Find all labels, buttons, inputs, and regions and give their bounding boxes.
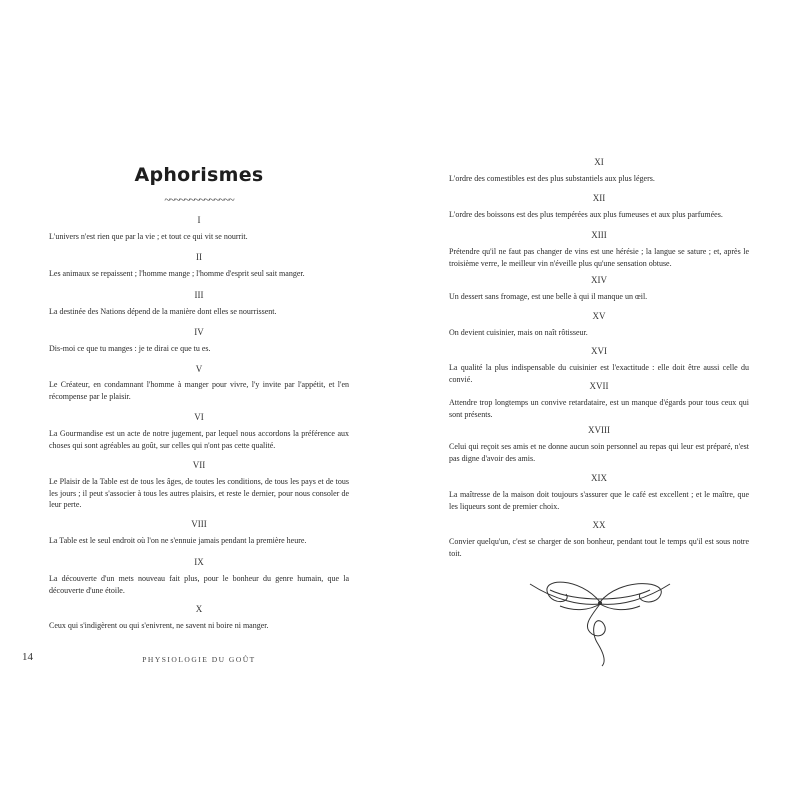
aphorism-text: La découverte d'un mets nouveau fait plus, pour le bonheur du genre humain, que la découverte d'une étoile. [49, 574, 349, 595]
aphorism-number: VIII [191, 519, 207, 529]
aphorism-text: Le Plaisir de la Table est de tous les âges, de toutes les conditions, de tous les pays et de tous les jours ; il peut s'associer à tous les autres plaisirs, et reste le dernier, pour nous consoler de leur perte. [49, 477, 349, 509]
aphorism-number: XI [594, 157, 604, 167]
aphorism-text: L'ordre des boissons est des plus tempérées aux plus fumeuses et aux plus parfumées. [449, 210, 723, 219]
aphorism-number: I [197, 215, 201, 225]
aphorism-text: Un dessert sans fromage, est une belle à qui il manque un œil. [449, 292, 648, 301]
aphorism-number: XVII [589, 381, 609, 391]
aphorism-number: XVIII [588, 425, 610, 435]
aphorism-number: III [194, 290, 204, 300]
running-footer: PHYSIOLOGIE DU GOÛT [142, 655, 256, 664]
aphorism-text: La maîtresse de la maison doit toujours s'assurer que le café est excellent ; et le maître, que les liqueurs sont de premier choix. [449, 490, 749, 511]
aphorism-text: Celui qui reçoit ses amis et ne donne aucun soin personnel au repas qui leur est préparé, n'est pas digne d'avoir des amis. [449, 442, 749, 463]
aphorism-text: La destinée des Nations dépend de la manière dont elles se nourrissent. [49, 307, 277, 316]
aphorism-number: VII [192, 460, 206, 470]
aphorism-number: IX [194, 557, 204, 567]
title-ornament: ~~~~~~~~~~~~~~ [164, 194, 234, 206]
aphorism-text: Ceux qui s'indigèrent ou qui s'enivrent, ne savent ni boire ni manger. [49, 621, 269, 630]
aphorism-text: On devient cuisinier, mais on naît rôtisseur. [449, 328, 588, 337]
aphorism-text: Prétendre qu'il ne faut pas changer de vins est une hérésie ; la langue se sature ; et, après le troisième verre, le meilleur vin n'éveille plus qu'une sensation obtuse. [449, 247, 749, 268]
aphorism-number: IV [194, 327, 204, 337]
page-number: 14 [22, 651, 33, 663]
aphorism-text: La qualité la plus indispensable du cuisinier est l'exactitude : elle doit être aussi celle du convié. [449, 363, 749, 384]
aphorism-text: Attendre trop longtemps un convive retardataire, est un manque d'égards pour tous ceux qui sont présents. [449, 398, 749, 419]
aphorism-text: La Gourmandise est un acte de notre jugement, par lequel nous accordons la préférence aux choses qui sont agréables au goût, sur celles qui n'ont pas cette qualité. [49, 429, 349, 450]
aphorism-text: Dis-moi ce que tu manges : je te dirai ce que tu es. [49, 344, 211, 353]
aphorism-text: Le Créateur, en condamnant l'homme à manger pour vivre, l'y invite par l'appétit, et l'en récompense par le plaisir. [49, 380, 349, 401]
aphorism-number: XIII [591, 230, 607, 240]
aphorism-text: La Table est le seul endroit où l'on ne s'ennuie jamais pendant la première heure. [49, 536, 307, 545]
aphorism-number: VI [194, 412, 204, 422]
aphorism-text: Les animaux se repaissent ; l'homme mange ; l'homme d'esprit seul sait manger. [49, 269, 305, 278]
aphorism-number: XVI [591, 346, 607, 356]
aphorism-text: Convier quelqu'un, c'est se charger de son bonheur, pendant tout le temps qu'il est sous notre toit. [449, 537, 749, 558]
aphorism-text: L'ordre des comestibles est des plus substantiels aux plus légers. [449, 174, 655, 183]
aphorism-text: L'univers n'est rien que par la vie ; et tout ce qui vit se nourrit. [49, 232, 248, 241]
calligraphic-flourish-icon [520, 572, 680, 667]
aphorism-number: XII [592, 193, 606, 203]
aphorism-number: XV [592, 311, 606, 321]
aphorism-number: XX [592, 520, 606, 530]
aphorism-number: II [196, 252, 202, 262]
aphorism-number: X [195, 604, 203, 614]
aphorism-number: XIV [591, 275, 607, 285]
aphorism-number: XIX [591, 473, 607, 483]
aphorism-number: V [195, 364, 203, 374]
page-title: Aphorismes [134, 164, 264, 186]
